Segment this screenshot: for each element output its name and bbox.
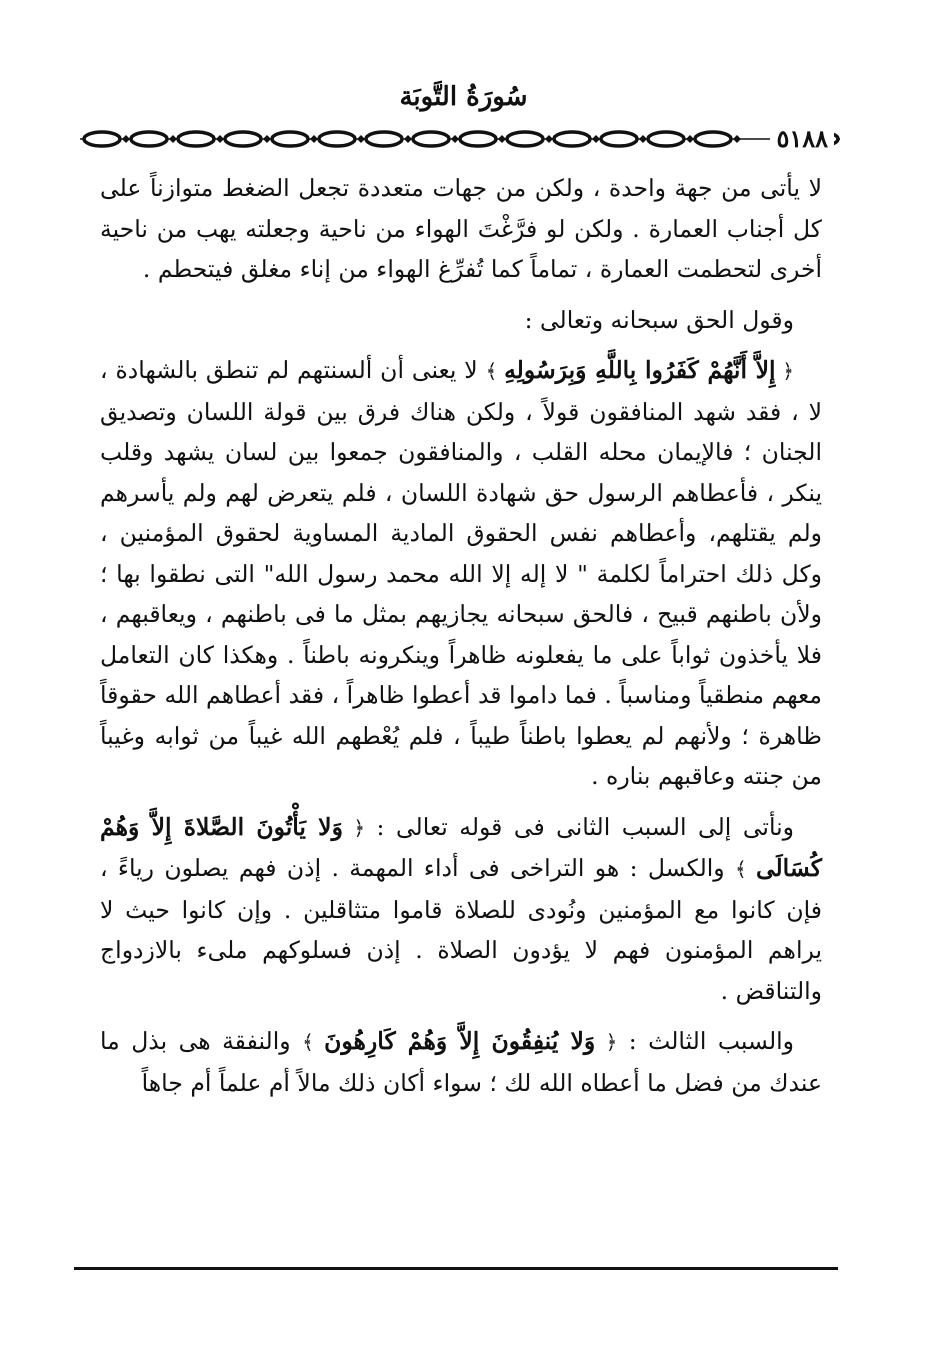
verse-bracket: ﴾ [302, 1030, 325, 1054]
quran-verse: وَلا يُنفِقُونَ إِلاَّ وَهُمْ كَارِهُونَ [324, 1027, 596, 1055]
footer-rule [74, 1267, 838, 1270]
text-segment: والكسل : هو التراخى فى أداء المهمة . إذن فهم يصلون رياءً ، فإن كانوا مع المؤمنين ونُودى للصلاة قاموا متثاقلين . وإن كانوا حيث لا يراهم المؤمنون فهم لا يؤدون الصلاة . إذن فسلوكهم ملىء بالازدواج والتناقض . [100, 854, 822, 1005]
text-segment: وقول الحق سبحانه وتعالى : [524, 305, 794, 334]
paragraph-5 [100, 1021, 822, 1103]
text-segment: لا يعنى أن ألسنتهم لم تنطق بالشهادة ، لا ، فقد شهد المنافقون قولاً ، ولكن هناك فرق بين قولة اللسان وتصديق الجنان ؛ فالإيمان محله القلب ، والمنافقون جمعوا بين لسان يشهد وقلب ينكر ، فأعطاهم الرسول حق شهادة اللسان ، فلم يتعرض لهم ولم يأسرهم ولم يقتلهم، وأعطاهم نفس الحقوق المادية المساوية لحقوق المؤمنين ، وكل ذلك احتراماً لكلمة " لا إله إلا الله محمد رسول الله" التى نطقوا بها ؛ ولأن باطنهم قبيح ، فالحق سبحانه يجازيهم بمثل ما فى باطنهم ، ويعاقبهم ، فلا يأخذون ثواباً على ما يفعلونه ظاهراً وينكرونه باطناً . وهكذا كان التعامل معهم منطقياً ومناسباً . فما داموا قد أعطوا ظاهراً ، فقد أعطاهم الله حقوقاً ظاهرة ؛ ولأنهم لم يعطوا باطناً طيباً ، فلم يُعْطهم الله غيباً من ثوابه وغيباً من جنته وعاقبهم بناره . [100, 356, 822, 790]
text-segment: والسبب الثالث : [617, 1027, 794, 1055]
paragraph-1 [100, 168, 822, 290]
verse-bracket: ﴿ [342, 815, 366, 840]
decorative-chain-rule [80, 128, 840, 150]
body-text [100, 168, 822, 1103]
verse-bracket: ﴿ [595, 1030, 618, 1054]
text-segment: والنفقة هى بذل ما عندك من فضل ما أعطاه الله لك ؛ سواء أكان ذلك مالاً أم علماً أم جاهاً [100, 1027, 822, 1097]
paragraph-4 [100, 807, 822, 1012]
quran-verse: وَلا يَأْتُونَ الصَّلاةَ إِلاَّ وَهُمْ كُسَالَى [100, 812, 822, 882]
text-segment: ونأتى إلى السبب الثانى فى قوله تعالى : [365, 812, 794, 841]
text-segment: لا يأتى من جهة واحدة ، ولكن من جهات متعددة تجعل الضغط متوازناً على كل أجناب العمارة . ولكن لو فرَّغْتَ الهواء من ناحية وجعلته يهب من ناحية أخرى لتحطمت العمارة ، تماماً كما تُفرِّغ الهواء من إناء مغلق فيتحطم . [100, 174, 822, 283]
page-number: ٥١٨٨ [770, 125, 834, 153]
quran-verse: إِلاَّ أَنَّهُمْ كَفَرُوا بِاللَّهِ وَبِرَسُولِهِ [504, 356, 776, 384]
paragraph-2 [100, 300, 822, 341]
verse-bracket: ﴿ [775, 359, 795, 383]
verse-bracket: ﴾ [734, 857, 756, 881]
verse-bracket: ﴾ [485, 359, 505, 383]
paragraph-3 [100, 350, 822, 797]
surah-title: سُورَةُ التَّوبَة [399, 82, 528, 112]
